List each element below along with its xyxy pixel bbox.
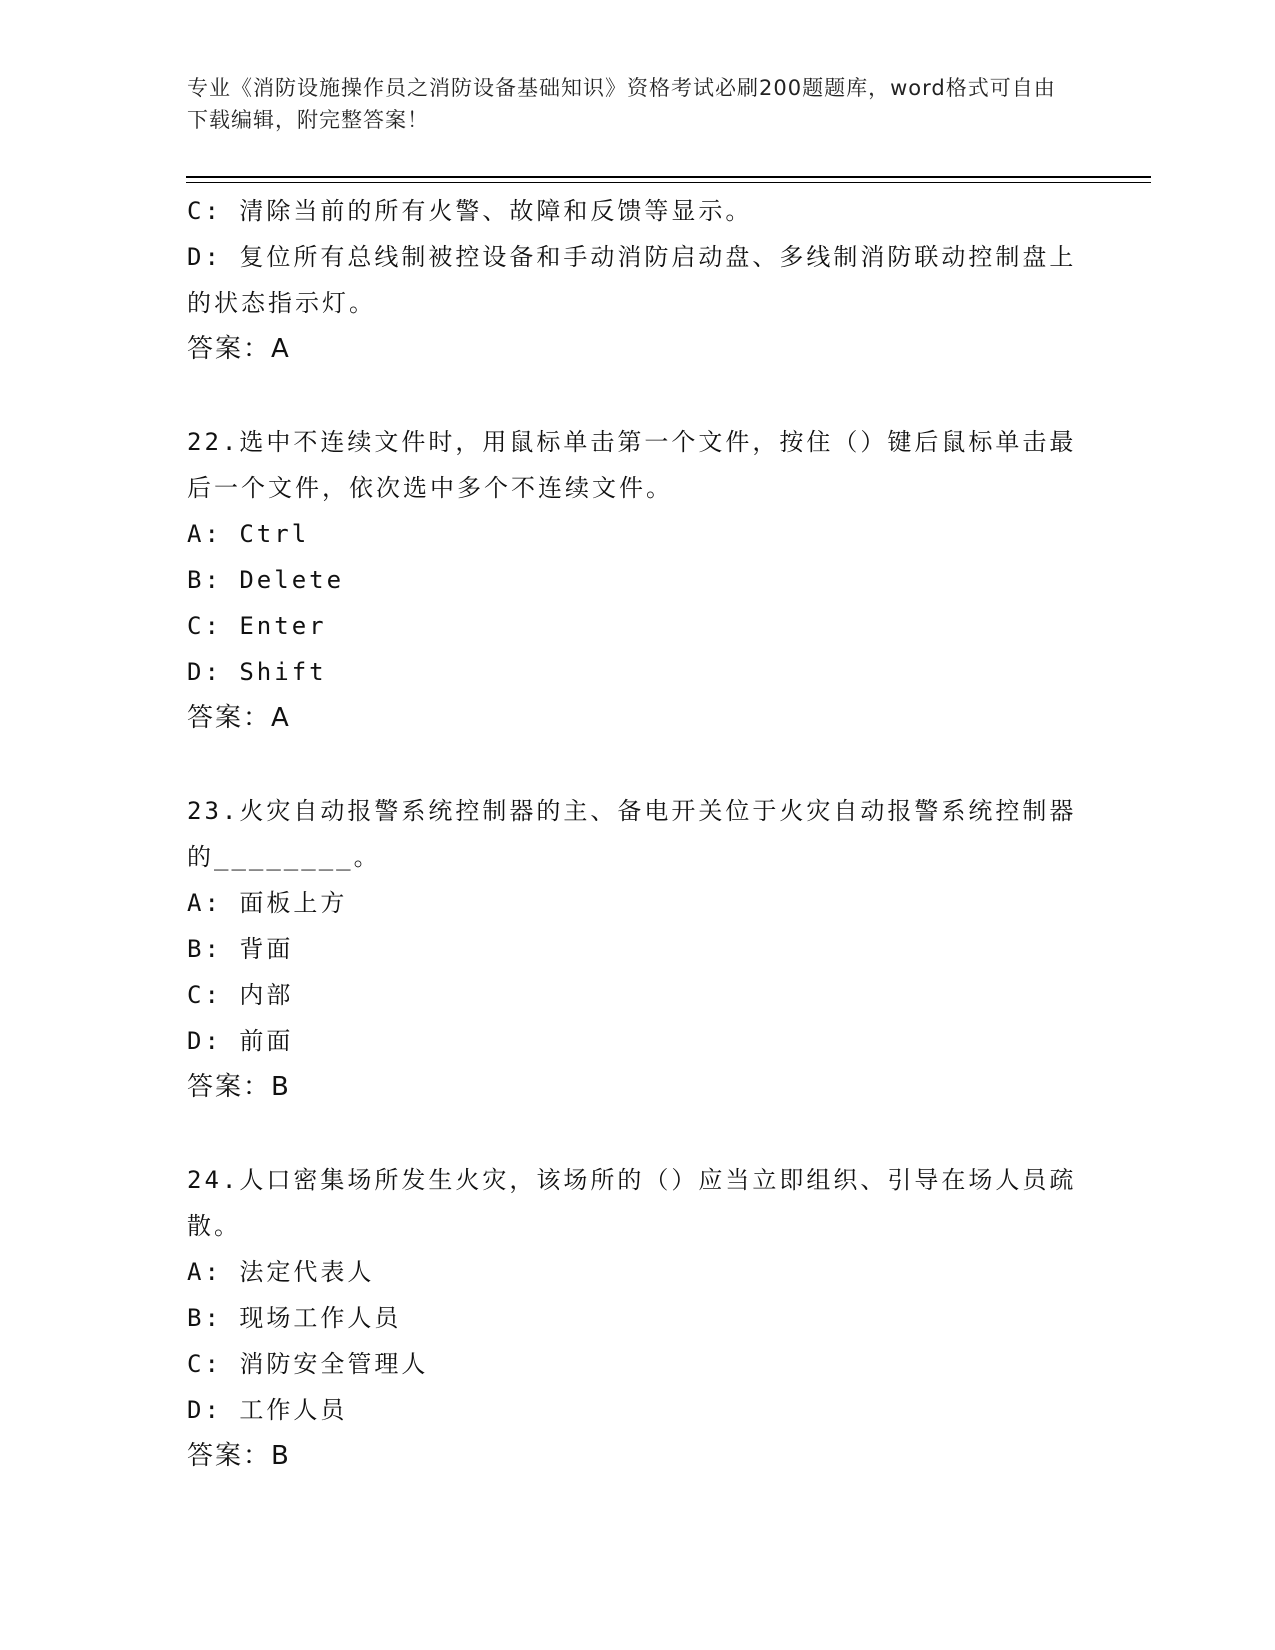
option-b: B: Delete — [187, 566, 345, 594]
answer-line: 答案：B — [187, 1072, 291, 1102]
question-stem: 22.选中不连续文件时，用鼠标单击第一个文件，按住（）键后鼠标单击最后一个文件，依次选中多个不连续文件。 — [187, 428, 1077, 502]
option-b: B: 现场工作人员 — [187, 1304, 402, 1332]
option-d: D: Shift — [187, 658, 327, 686]
question-22 — [187, 419, 1077, 741]
answer-line: 答案：B — [187, 1441, 291, 1471]
question-24 — [187, 1157, 1077, 1479]
option-c: C: Enter — [187, 612, 327, 640]
option-a: A: Ctrl — [187, 520, 310, 548]
option-c: C: 清除当前的所有火警、故障和反馈等显示。 — [187, 197, 753, 225]
option-d: D: 前面 — [187, 1027, 294, 1055]
question-content — [187, 188, 1077, 1479]
option-c: C: 消防安全管理人 — [187, 1350, 429, 1378]
header-rule-thick — [186, 176, 1151, 178]
question-stem: 23.火灾自动报警系统控制器的主、备电开关位于火灾自动报警系统控制器的________。 — [187, 797, 1077, 871]
option-d: D: 复位所有总线制被控设备和手动消防启动盘、多线制消防联动控制盘上的状态指示灯。 — [187, 243, 1077, 317]
answer-line: 答案：A — [187, 334, 291, 364]
answer-line: 答案：A — [187, 703, 291, 733]
question-23 — [187, 788, 1077, 1110]
option-a: A: 面板上方 — [187, 889, 348, 917]
header-rule-thin — [186, 182, 1151, 183]
option-c: C: 内部 — [187, 981, 294, 1009]
option-d: D: 工作人员 — [187, 1396, 348, 1424]
previous-question-tail — [187, 188, 1077, 372]
option-b: B: 背面 — [187, 935, 294, 963]
option-a: A: 法定代表人 — [187, 1258, 375, 1286]
question-stem: 24.人口密集场所发生火灾，该场所的（）应当立即组织、引导在场人员疏散。 — [187, 1166, 1077, 1240]
document-header: 专业《消防设施操作员之消防设备基础知识》资格考试必刷200题题库，word格式可自由下载编辑，附完整答案！ — [187, 76, 1056, 132]
